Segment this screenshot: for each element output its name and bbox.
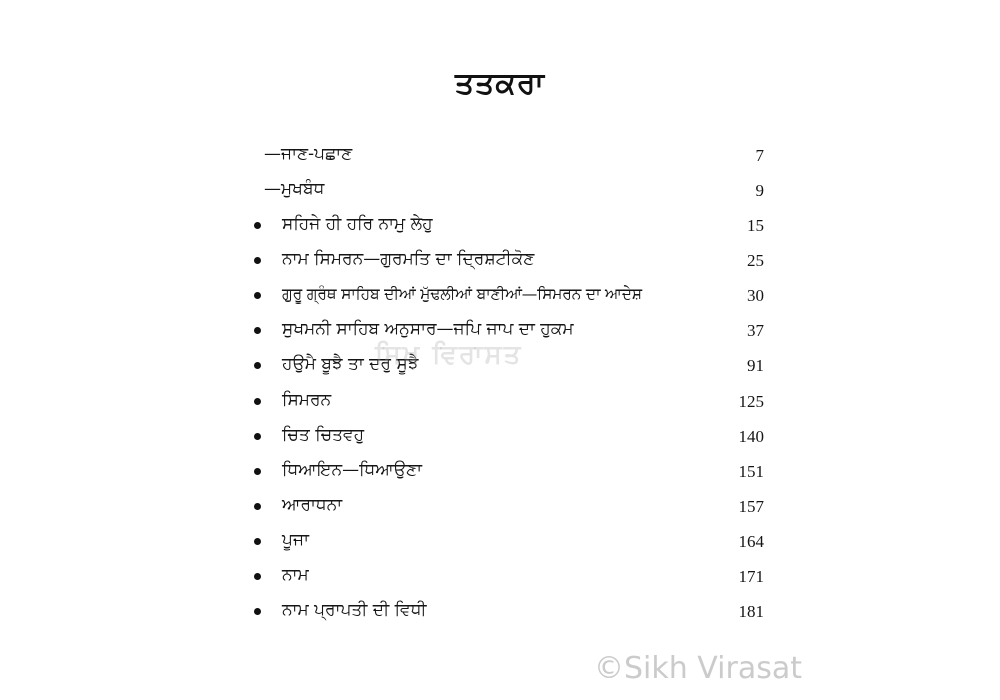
bullet-icon [254, 538, 261, 545]
toc-entry-title: ਆਰਾਧਨਾ [282, 495, 343, 515]
page-title: ਤਤਕਰਾ [454, 66, 546, 101]
toc-entry [248, 174, 764, 204]
bullet-icon [254, 468, 261, 475]
toc-entry [248, 525, 764, 555]
toc-entry-page: 91 [747, 356, 764, 375]
toc-entry-title: ਨਾਮ ਸਿਮਰਨ—ਗੁਰਮਤਿ ਦਾ ਦ੍ਰਿਸ਼ਟੀਕੋਣ [282, 249, 535, 269]
toc-entry-page: 25 [747, 251, 764, 270]
toc-entry [248, 560, 764, 590]
toc-entry-title: —ਮੁਖਬੰਧ [264, 179, 325, 199]
toc-entry-page: 9 [755, 181, 764, 200]
watermark-corner: ©Sikh Virasat [594, 651, 802, 686]
bullet-icon [254, 362, 261, 369]
toc-entry [248, 455, 764, 485]
bullet-icon [254, 398, 261, 405]
bullet-icon [254, 573, 261, 580]
toc-entry-title: ਹਉਮੈ ਬੂਝੈ ਤਾ ਦਰੁ ਸੂਝੈ [282, 354, 419, 374]
toc-entry-page: 125 [738, 392, 764, 411]
toc-entry [248, 385, 764, 415]
toc-entry [248, 139, 764, 169]
toc-entry-title: ਧਿਆਇਨ—ਧਿਆਉਣਾ [282, 460, 422, 480]
toc-entry-title: —ਜਾਣ-ਪਛਾਣ [264, 144, 353, 164]
toc-entry [248, 420, 764, 450]
toc-entry [248, 595, 764, 625]
toc-entry-title: ਪੂਜਾ [282, 530, 309, 550]
toc-entry [248, 209, 764, 239]
toc-entry [248, 244, 764, 274]
bullet-icon [254, 292, 261, 299]
toc-entry-page: 164 [738, 532, 764, 551]
toc-entry-page: 157 [738, 497, 764, 516]
toc-entry-page: 171 [738, 567, 764, 586]
watermark-center: ਸਿਖ ਵਿਰਾਸਤ [375, 340, 523, 370]
toc-entry-page: 140 [738, 427, 764, 446]
toc-entry-page: 7 [755, 146, 764, 165]
toc-entry-page: 30 [747, 286, 764, 305]
toc-entry [248, 490, 764, 520]
bullet-icon [254, 327, 261, 334]
toc-entry-title: ਨਾਮ [282, 565, 309, 585]
toc-entry-page: 15 [747, 216, 764, 235]
toc-entry-title: ਸੁਖਮਨੀ ਸਾਹਿਬ ਅਨੁਸਾਰ—ਜਪਿ ਜਾਪ ਦਾ ਹੁਕਮ [282, 319, 574, 339]
bullet-icon [254, 433, 261, 440]
toc-entry-title: ਚਿਤ ਚਿਤਵਹੁ [282, 425, 365, 445]
toc-entry-page: 151 [738, 462, 764, 481]
bullet-icon [254, 257, 261, 264]
toc-entry-title: ਸਹਿਜੇ ਹੀ ਹਰਿ ਨਾਮੁ ਲੇਹੁ [282, 214, 433, 234]
bullet-icon [254, 222, 261, 229]
toc-entry-title: ਨਾਮ ਪ੍ਰਾਪਤੀ ਦੀ ਵਿਧੀ [282, 600, 427, 620]
toc-entry-page: 181 [738, 602, 764, 621]
bullet-icon [254, 503, 261, 510]
bullet-icon [254, 608, 261, 615]
toc-entry-title: ਗੁਰੂ ਗ੍ਰੰਥ ਸਾਹਿਬ ਦੀਆਂ ਮੁੱਢਲੀਆਂ ਬਾਣੀਆਂ—ਸਿਮਰਨ ਦਾ ਆਦੇਸ਼ [282, 285, 642, 303]
toc-entry-page: 37 [747, 321, 764, 340]
toc-entry-title: ਸਿਮਰਨ [282, 390, 332, 410]
toc-entry [248, 279, 764, 309]
